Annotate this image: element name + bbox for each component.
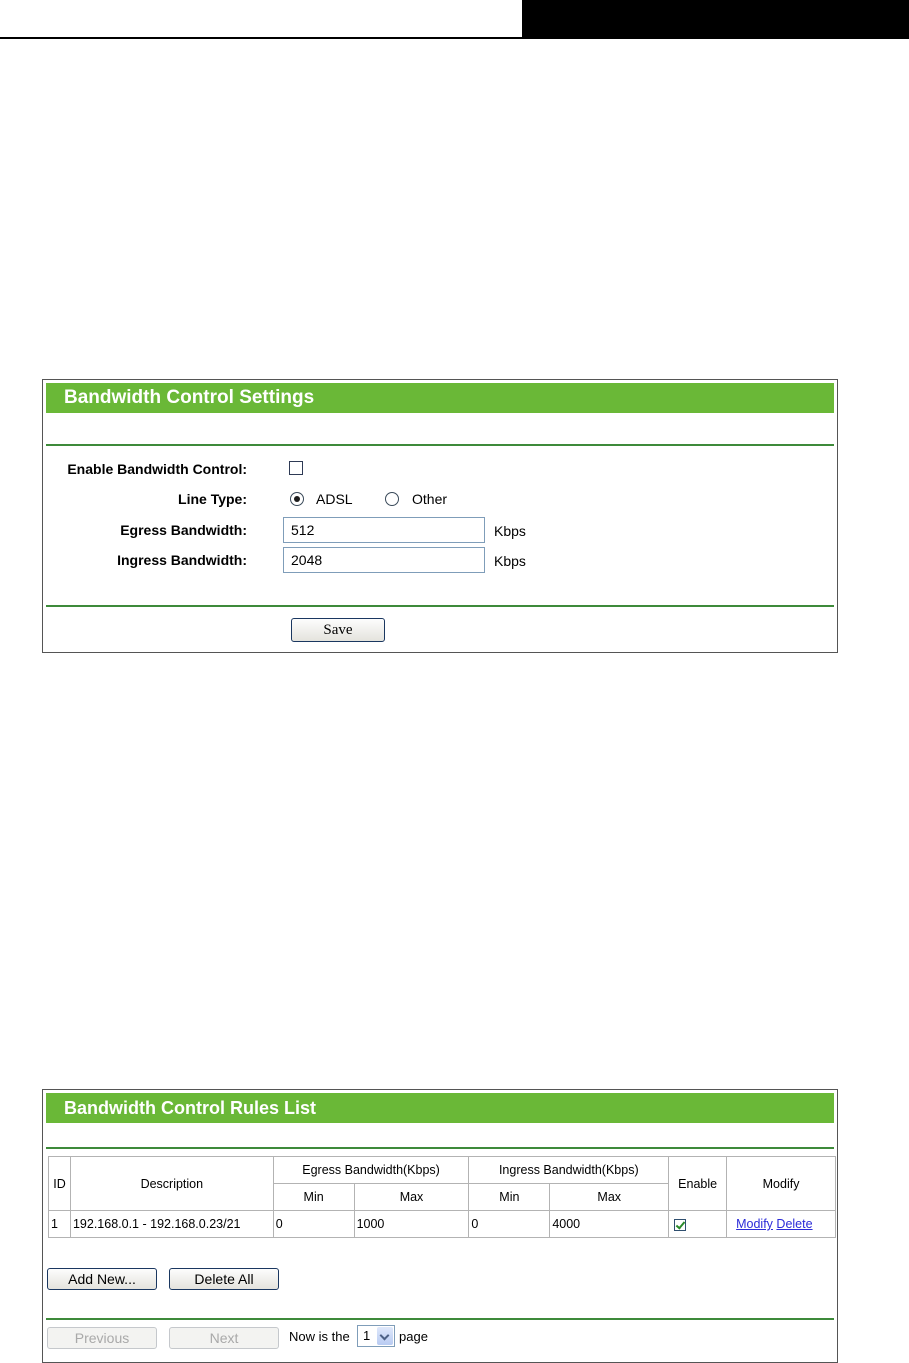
panel-title: Bandwidth Control Settings — [46, 383, 834, 413]
enable-row — [43, 456, 837, 482]
header-egress-max: Max — [354, 1184, 469, 1211]
header-ingress: Ingress Bandwidth(Kbps) — [469, 1157, 669, 1184]
ingress-unit: Kbps — [494, 553, 526, 569]
page-prefix-text: Now is the — [289, 1329, 350, 1344]
document-header-rule — [0, 37, 909, 39]
egress-label: Egress Bandwidth: — [120, 522, 247, 538]
cell-ingress-max: 4000 — [550, 1211, 669, 1238]
table-row — [49, 1211, 836, 1238]
line-type-adsl-radio[interactable] — [290, 492, 304, 506]
cell-egress-max: 1000 — [354, 1211, 469, 1238]
header-enable: Enable — [669, 1157, 727, 1211]
egress-bandwidth-input[interactable] — [283, 517, 485, 543]
ingress-bandwidth-input[interactable] — [283, 547, 485, 573]
save-button[interactable]: Save — [291, 618, 385, 642]
delete-link[interactable]: Delete — [776, 1217, 813, 1231]
line-type-row — [43, 486, 837, 512]
ingress-row — [43, 547, 837, 573]
egress-unit: Kbps — [494, 523, 526, 539]
enable-bandwidth-checkbox[interactable] — [289, 461, 303, 475]
enable-label: Enable Bandwidth Control: — [67, 461, 247, 477]
page-select-value: 1 — [363, 1328, 371, 1343]
document-header-block — [522, 0, 909, 39]
cell-ingress-min: 0 — [469, 1211, 550, 1238]
panel-title: Bandwidth Control Rules List — [46, 1093, 834, 1123]
cell-modify — [727, 1211, 836, 1238]
ingress-label: Ingress Bandwidth: — [117, 552, 247, 568]
divider — [46, 605, 834, 607]
divider — [46, 444, 834, 446]
rule-enabled-checkbox[interactable] — [674, 1219, 686, 1231]
cell-id: 1 — [49, 1211, 71, 1238]
previous-button[interactable]: Previous — [47, 1327, 157, 1349]
cell-enable — [669, 1211, 727, 1238]
delete-all-button[interactable]: Delete All — [169, 1268, 279, 1290]
line-type-other-radio[interactable] — [385, 492, 399, 506]
chevron-down-icon[interactable] — [377, 1327, 393, 1345]
divider — [46, 1318, 834, 1320]
bandwidth-settings-panel — [42, 379, 838, 653]
line-type-label: Line Type: — [178, 491, 247, 507]
next-button[interactable]: Next — [169, 1327, 279, 1349]
page-suffix-text: page — [399, 1329, 428, 1344]
add-new-button[interactable]: Add New... — [47, 1268, 157, 1290]
cell-egress-min: 0 — [273, 1211, 354, 1238]
egress-row — [43, 517, 837, 543]
header-ingress-min: Min — [469, 1184, 550, 1211]
adsl-option-label: ADSL — [316, 491, 353, 507]
modify-link[interactable]: Modify — [736, 1217, 773, 1231]
header-modify: Modify — [727, 1157, 836, 1211]
rules-list-panel — [42, 1089, 838, 1363]
divider — [46, 1147, 834, 1149]
header-egress: Egress Bandwidth(Kbps) — [273, 1157, 469, 1184]
other-option-label: Other — [412, 491, 448, 507]
header-ingress-max: Max — [550, 1184, 669, 1211]
rules-table — [48, 1156, 836, 1238]
header-egress-min: Min — [273, 1184, 354, 1211]
cell-description: 192.168.0.1 - 192.168.0.23/21 — [70, 1211, 273, 1238]
header-id: ID — [49, 1157, 71, 1211]
header-description: Description — [70, 1157, 273, 1211]
page-select[interactable] — [357, 1325, 395, 1347]
